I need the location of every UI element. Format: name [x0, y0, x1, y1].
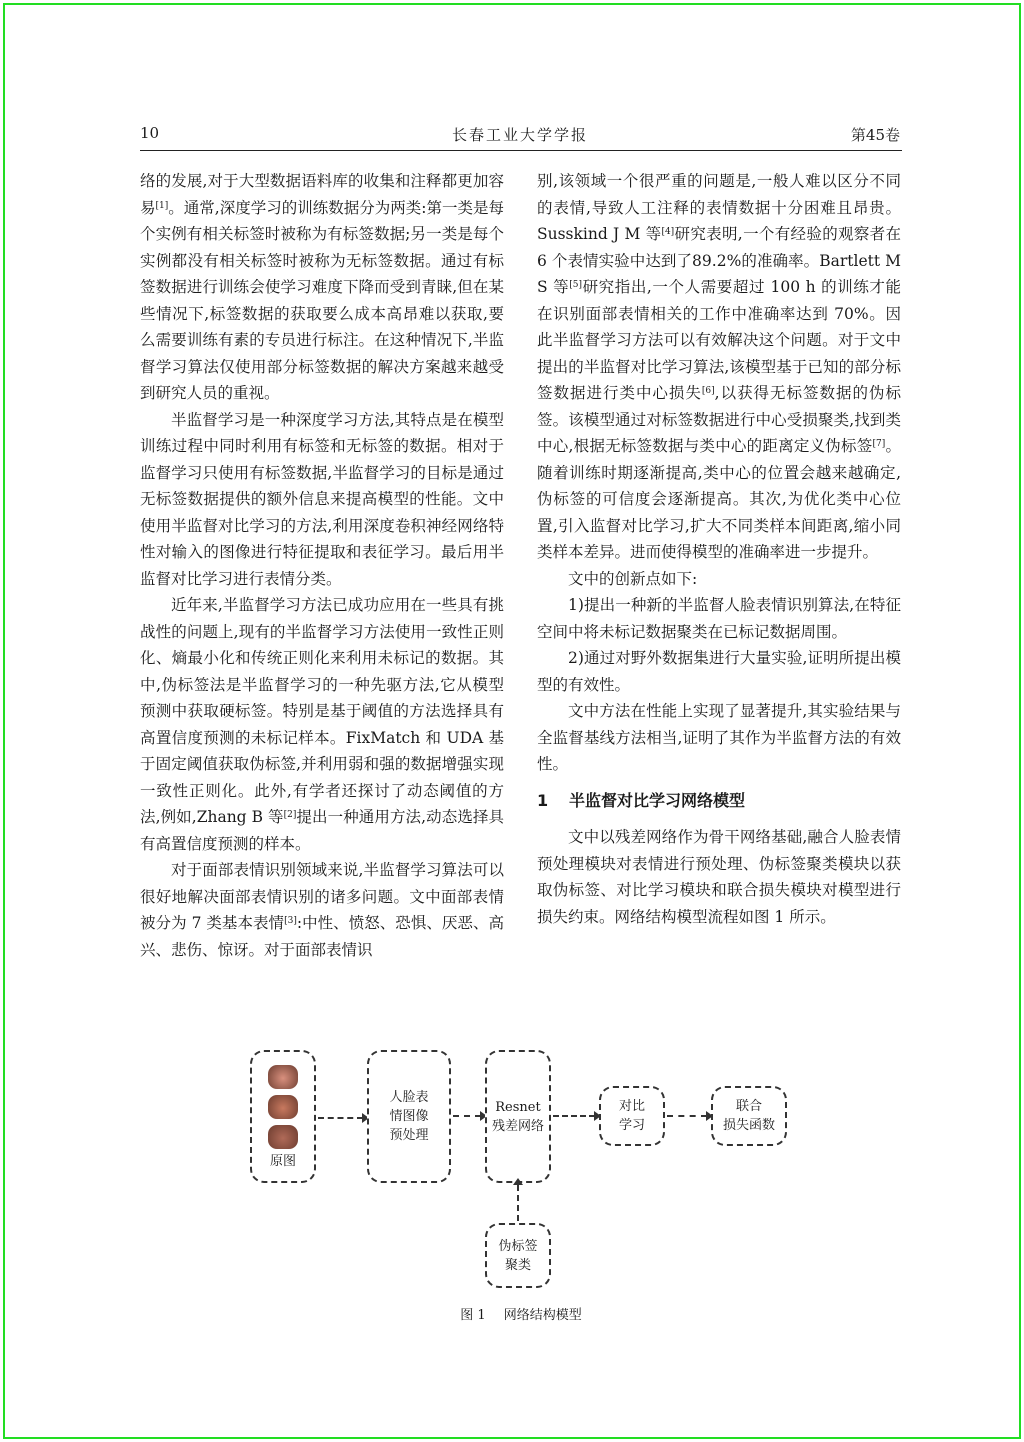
preprocess-label-line: 人脸表 [389, 1090, 429, 1105]
paragraph: 文中的创新点如下: [568, 569, 698, 588]
resnet-label-line: 残差网络 [491, 1118, 544, 1134]
pseudo-label-box [485, 1223, 551, 1288]
resnet-box [485, 1050, 551, 1183]
paragraph: 半监督学习是一种深度学习方法,其特点是在模型训练过程中同时利用有标签和无标签的数据。相对于监督学习只使用有标签数据,半监督学习的目标是通过无标签数据提供的额外信息来提高模型的性能。文中使用半监督对比学习的方法,利用深度卷积神经网络特性对输入的图像进行特征提取和表征学习。最后用半监督对比学习进行表情分类。 [140, 410, 504, 588]
resnet-label-line: Resnet [495, 1099, 541, 1115]
paragraph: 别,该领域一个很严重的问题是,一般人难以区分不同的表情,导致人工注释的表情数据十分困难且昂贵。Susskind J M 等[4]研究表明,一个有经验的观察者在 6 个表情实验中达到了89.2%的准确率。Bartlett M S 等[5]研究指出,一个人需要超过 100 h 的训练才能在识别面部表情相关的工作中准确率达到 70%。因此半监督学习方法可以有效解决这个问题。对于文中提出的半监督对比学习算法,该模型基于已知的部分标签数据进行类中心损失[6],以获得无标签数据的伪标签。该模型通过对标签数据进行中心受损聚类,找到类中心,根据无标签数据与类中心的距离定义伪标签[7]。随着训练时期逐渐提高,类中心的位置会越来越确定,伪标签的可信度会逐渐提高。其次,为优化类中心位置,引入监督对比学习,扩大不同类样本间距离,缩小同类样本差异。进而使得模型的准确率进一步提升。 [537, 172, 902, 561]
arrow [453, 1115, 481, 1117]
paragraph: 络的发展,对于大型数据语料库的收集和注释都更加容易[1]。通常,深度学习的训练数据分为两类:第一类是每个实例有相关标签时被称为有标签数据;另一类是每个实例都没有相关标签时被称为无标签数据。通过有标签数据进行训练会使学习难度下降而受到青睐,但在某些情况下,标签数据的获取要么成本高昂难以获取,要么需要训练有素的专员进行标注。在这种情况下,半监督学习算法仅使用部分标签数据的解决方案越来越受到研究人员的重视。 [140, 172, 504, 402]
pseudo-label-line: 伪标签 [498, 1238, 538, 1254]
figure-caption [140, 1304, 902, 1323]
arrow [318, 1117, 363, 1119]
preprocess-label-line: 情图像 [389, 1109, 429, 1124]
running-header [140, 124, 900, 146]
joint-loss-box [711, 1086, 787, 1146]
contrast-label-line: 学习 [618, 1118, 645, 1133]
citation-ref: [5] [569, 280, 582, 290]
paragraph: 文中以残差网络作为骨干网络基础,融合人脸表情预处理模块对表情进行预处理、伪标签聚类模块以获取伪标签、对比学习模块和联合损失模块对模型进行损失约束。网络结构模型流程如图 1 所示。 [537, 828, 901, 926]
paragraph: 1)提出一种新的半监督人脸表情识别算法,在特征空间中将未标记数据聚类在已标记数据周围。 [537, 596, 901, 641]
face-thumbnail [268, 1095, 298, 1119]
paragraph: 文中方法在性能上实现了显著提升,其实验结果与全监督基线方法相当,证明了其作为半监督方法的有效性。 [537, 702, 901, 773]
face-thumbnail [268, 1125, 298, 1149]
arrow [517, 1185, 519, 1221]
paragraph: 2)通过对野外数据集进行大量实验,证明所提出模型的有效性。 [537, 649, 901, 694]
pseudo-label-line: 聚类 [504, 1257, 531, 1273]
section-heading [537, 788, 901, 815]
citation-ref: [2] [283, 810, 297, 820]
citation-ref: [6] [701, 386, 715, 396]
original-image-label: 原图 [269, 1154, 296, 1169]
paragraph: 近年来,半监督学习方法已成功应用在一些具有挑战性的问题上,现有的半监督学习方法使用一致性正则化、熵最小化和传统正则化来利用未标记的数据。其中,伪标签法是半监督学习的一种先驱方法,它从模型预测中获取硬标签。特别是基于阈值的方法选择具有高置信度预测的未标记样本。FixMatch 和 UDA 基于固定阈值获取伪标签,并利用弱和强的数据增强实现一致性正则化。此外,有学者还探讨了动态阈值的方法,例如,Zhang B 等[2]提出一种通用方法,动态选择具有高置信度预测的样本。 [140, 596, 504, 853]
page-number: 10 [140, 124, 160, 142]
citation-ref: [1] [155, 200, 169, 211]
section-number: 1 [537, 790, 549, 810]
citation-ref: [3] [284, 916, 297, 926]
arrow [553, 1115, 595, 1117]
right-column [537, 168, 901, 930]
figure-title: 网络结构模型 [503, 1308, 582, 1323]
paragraph: 对于面部表情识别领域来说,半监督学习算法可以很好地解决面部表情识别的诸多问题。文中面部表情被分为 7 类基本表情[3]:中性、愤怒、恐惧、厌恶、高兴、悲伤、惊讶。对于面部表情识 [140, 861, 505, 959]
citation-ref: [4] [661, 227, 675, 237]
loss-label-line: 损失函数 [722, 1118, 775, 1133]
section-title: 半监督对比学习网络模型 [569, 790, 746, 810]
loss-label-line: 联合 [735, 1099, 762, 1114]
volume-label: 第45卷 [850, 126, 900, 144]
contrast-label-line: 对比 [618, 1099, 645, 1114]
face-thumbnail [268, 1065, 298, 1089]
journal-title: 长春工业大学学报 [451, 126, 588, 144]
preprocess-box [367, 1050, 451, 1183]
contrastive-learning-box [599, 1086, 665, 1146]
preprocess-label-line: 预处理 [389, 1128, 429, 1143]
figure-number: 图 1 [460, 1308, 486, 1323]
header-rule [140, 150, 902, 151]
arrow [667, 1115, 707, 1117]
citation-ref: [7] [872, 439, 886, 449]
figure-network-structure [245, 1045, 795, 1295]
original-image-box [250, 1050, 316, 1183]
left-column [140, 168, 504, 963]
